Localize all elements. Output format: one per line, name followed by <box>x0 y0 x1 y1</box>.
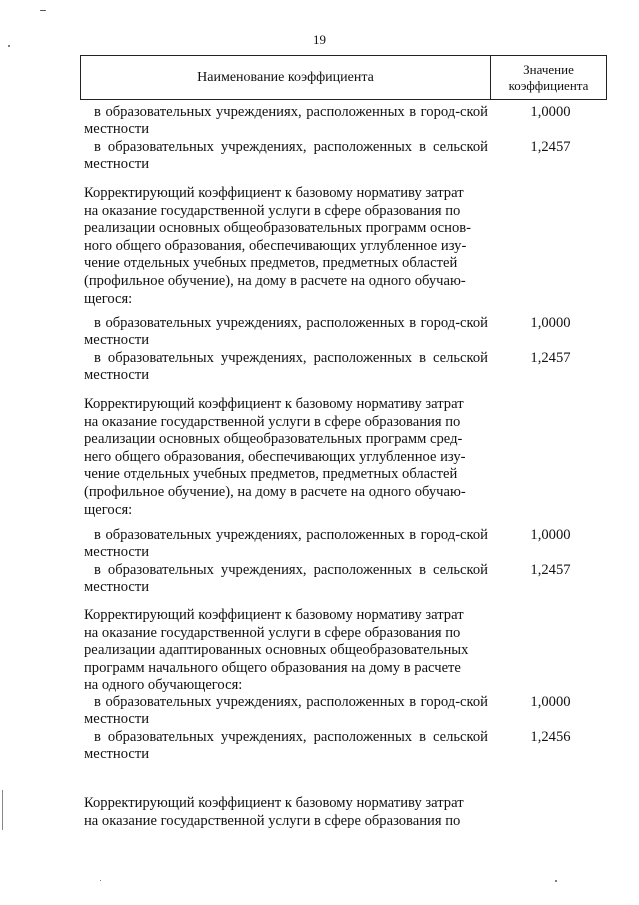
coefficient-description <box>84 607 488 695</box>
text-line: Корректирующий коэффициент к базовому нормативу затрат <box>84 795 464 811</box>
text-line: реализации основных общеобразовательных программ основ- <box>84 220 472 237</box>
text-line: на оказание государственной услуги в сфере образования по <box>84 624 461 641</box>
table-row <box>84 350 607 383</box>
row-text: в образовательных учреждениях, расположенных в город-ской местности <box>84 104 488 137</box>
text-line: Корректирующий коэффициент к базовому нормативу затрат <box>84 185 464 201</box>
page-number: 19 <box>313 32 326 47</box>
table-row <box>84 729 607 762</box>
coefficient-description <box>84 396 488 519</box>
text-line: чение отдельных учебных предметов, предметных областей <box>84 466 458 483</box>
row-value: 1,0000 <box>530 527 571 543</box>
row-text: в образовательных учреждениях, расположенных в сельской местности <box>84 350 488 383</box>
scan-artifact-line <box>2 790 3 830</box>
coefficient-description <box>84 795 488 830</box>
table-row <box>84 139 607 172</box>
text-line: на оказание государственной услуги в сфере образования по <box>84 413 461 430</box>
text-line: на оказание государственной услуги в сфере образования по <box>84 202 461 219</box>
row-text: в образовательных учреждениях, расположенных в город-ской местности <box>84 694 488 727</box>
text-line: Корректирующий коэффициент к базовому нормативу затрат <box>84 396 464 412</box>
text-line: чение отдельных учебных предметов, предметных областей <box>84 255 458 272</box>
table-row <box>84 104 607 137</box>
row-value: 1,2457 <box>530 562 571 578</box>
text-line: ного общего образования, обеспечивающих углубленное изу- <box>84 237 467 254</box>
row-value: 1,2456 <box>530 729 571 745</box>
table-row <box>84 527 607 560</box>
header-value: Значение коэффициента <box>508 61 589 93</box>
row-text: в образовательных учреждениях, расположенных в город-ской местности <box>84 527 488 560</box>
table-row <box>84 694 607 727</box>
text-line: реализации основных общеобразовательных программ сред- <box>84 431 463 448</box>
coefficient-description <box>84 185 488 308</box>
scan-artifact-dot <box>100 880 101 881</box>
table-row <box>84 315 607 348</box>
text-line: (профильное обучение), на дому в расчете на одного обучаю- <box>84 483 466 500</box>
text-line: реализации адаптированных основных общеобразовательных <box>84 642 469 659</box>
row-value: 1,0000 <box>530 104 571 120</box>
text-line: щегося: <box>84 290 133 307</box>
text-line: него общего образования, обеспечивающих углубленное изу- <box>84 448 466 465</box>
scan-artifact-dot <box>40 10 46 11</box>
text-line: на оказание государственной услуги в сфере образования по <box>84 812 461 829</box>
text-line: Корректирующий коэффициент к базовому нормативу затрат <box>84 607 464 623</box>
text-line: на одного обучающегося: <box>84 677 243 694</box>
scan-artifact-dot <box>8 45 10 47</box>
table-row <box>84 562 607 595</box>
scan-artifact-dot <box>555 880 557 882</box>
header-name: Наименование коэффициента <box>81 56 491 99</box>
table-header <box>80 55 607 100</box>
row-value: 1,0000 <box>530 315 571 331</box>
row-text: в образовательных учреждениях, расположенных в город-ской местности <box>84 315 488 348</box>
row-text: в образовательных учреждениях, расположенных в сельской местности <box>84 729 488 762</box>
text-line: щегося: <box>84 501 133 518</box>
row-value: 1,2457 <box>530 139 571 155</box>
row-text: в образовательных учреждениях, расположенных в сельской местности <box>84 562 488 595</box>
row-value: 1,2457 <box>530 350 571 366</box>
text-line: (профильное обучение), на дому в расчете на одного обучаю- <box>84 272 466 289</box>
row-value: 1,0000 <box>530 694 571 710</box>
text-line: программ начального общего образования на дому в расчете <box>84 659 461 676</box>
row-text: в образовательных учреждениях, расположенных в сельской местности <box>84 139 488 172</box>
